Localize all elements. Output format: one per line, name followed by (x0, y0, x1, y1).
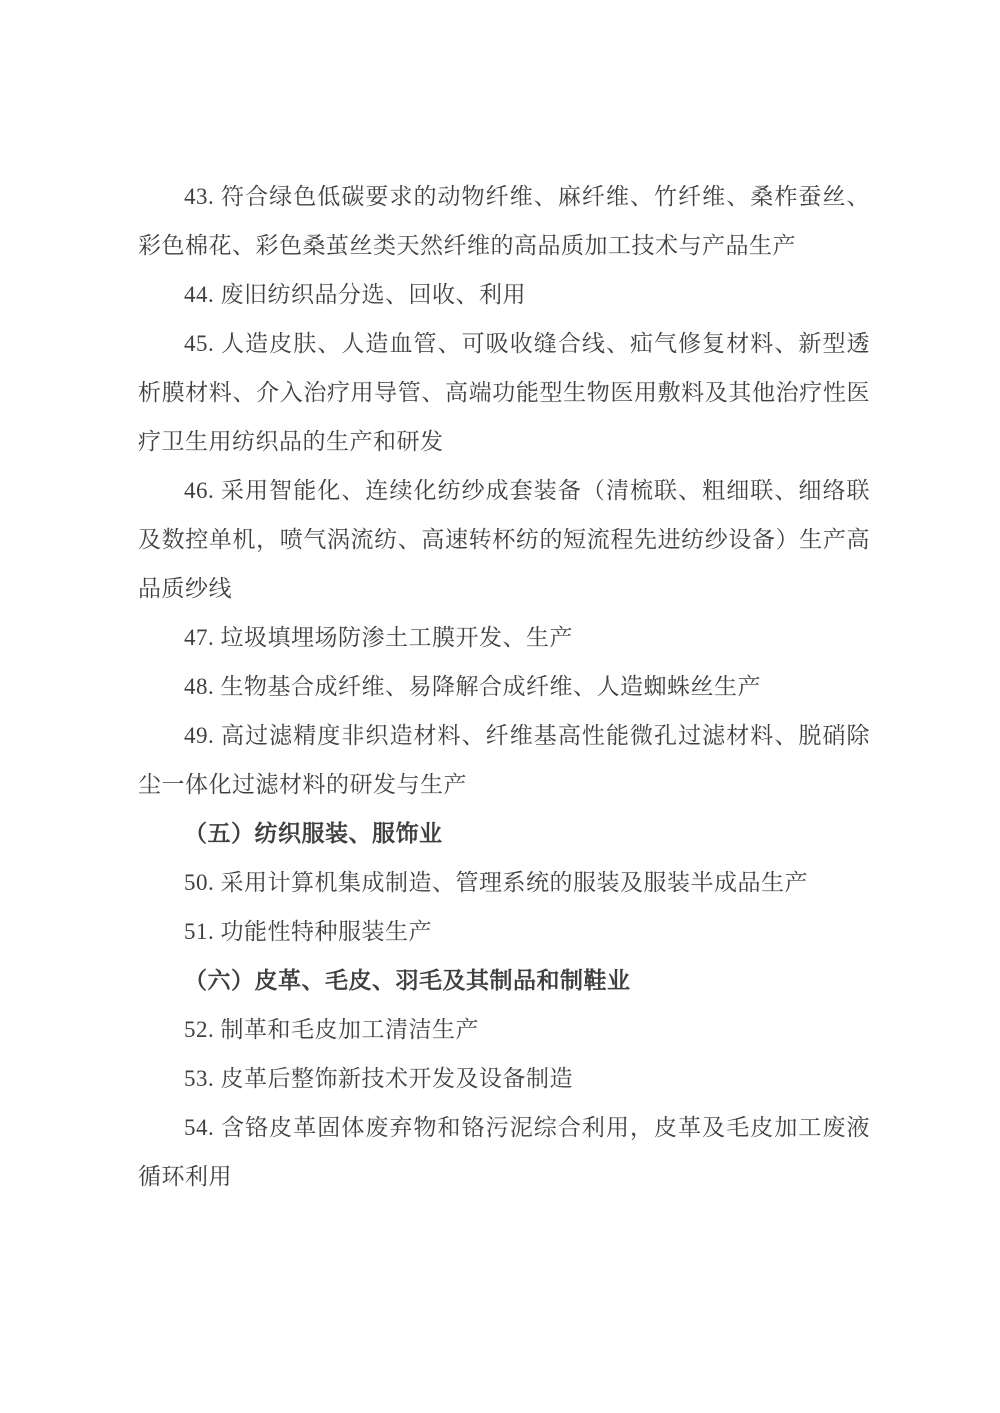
list-item-46: 46. 采用智能化、连续化纺纱成套装备（清梳联、粗细联、细络联及数控单机，喷气涡流纺、高速转杯纺的短流程先进纺纱设备）生产高品质纱线 (138, 478, 870, 601)
list-item-53: 53. 皮革后整饰新技术开发及设备制造 (184, 1066, 573, 1091)
list-item-49: 49. 高过滤精度非织造材料、纤维基高性能微孔过滤材料、脱硝除尘一体化过滤材料的研发与生产 (138, 723, 870, 797)
list-item-54: 54. 含铬皮革固体废弃物和铬污泥综合利用，皮革及毛皮加工废液循环利用 (138, 1115, 870, 1189)
section-heading-6: （六）皮革、毛皮、羽毛及其制品和制鞋业 (184, 968, 631, 993)
list-item-50: 50. 采用计算机集成制造、管理系统的服装及服装半成品生产 (184, 870, 808, 895)
list-item-48: 48. 生物基合成纤维、易降解合成纤维、人造蜘蛛丝生产 (184, 674, 761, 699)
section-heading-5: （五）纺织服装、服饰业 (184, 821, 443, 846)
list-item-43: 43. 符合绿色低碳要求的动物纤维、麻纤维、竹纤维、桑柞蚕丝、彩色棉花、彩色桑茧丝类天然纤维的高品质加工技术与产品生产 (138, 184, 870, 258)
list-item-44: 44. 废旧纺织品分选、回收、利用 (184, 282, 526, 307)
list-item-47: 47. 垃圾填埋场防渗土工膜开发、生产 (184, 625, 573, 650)
list-item-51: 51. 功能性特种服装生产 (184, 919, 432, 944)
list-item-45: 45. 人造皮肤、人造血管、可吸收缝合线、疝气修复材料、新型透析膜材料、介入治疗用导管、高端功能型生物医用敷料及其他治疗性医疗卫生用纺织品的生产和研发 (138, 331, 870, 454)
list-item-52: 52. 制革和毛皮加工清洁生产 (184, 1017, 479, 1042)
